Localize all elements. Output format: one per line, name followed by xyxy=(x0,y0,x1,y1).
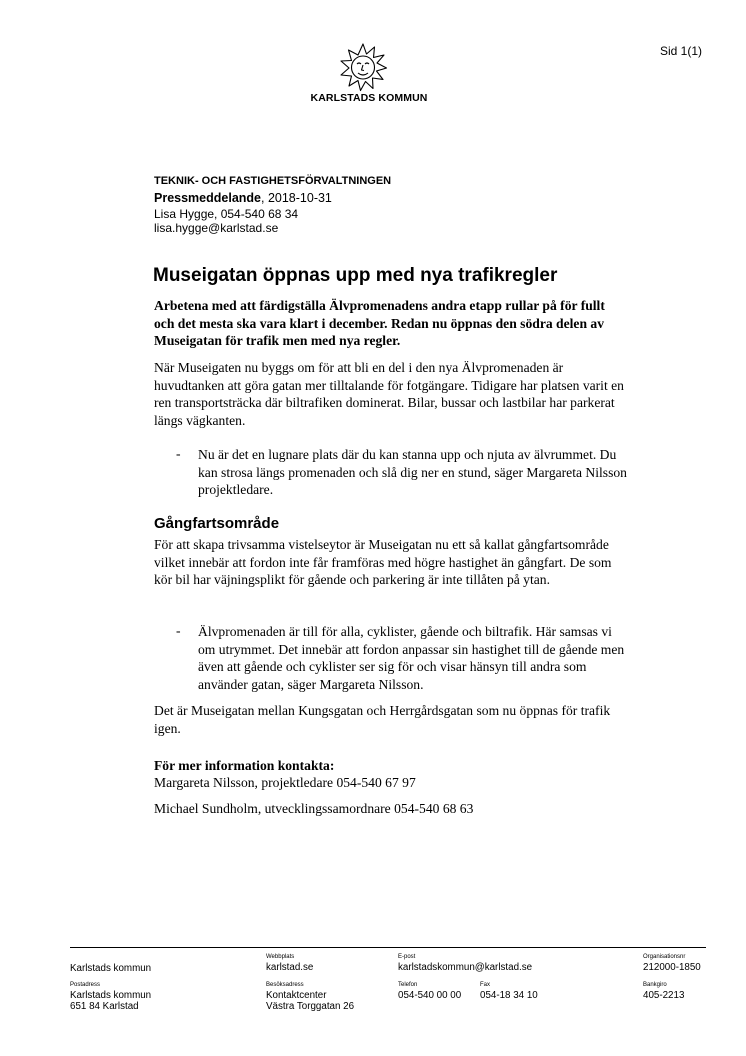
footer-phone-label: Telefon xyxy=(398,982,418,988)
logo-wordmark: KARLSTADS KOMMUN xyxy=(310,92,428,104)
sun-icon xyxy=(338,42,388,92)
footer-orgnr-value: 212000-1850 xyxy=(643,962,701,973)
footer-postal-line-1: Karlstads kommun xyxy=(70,990,152,1001)
department-name: TEKNIK- OCH FASTIGHETSFÖRVALTNINGEN xyxy=(154,175,392,187)
section-heading: Gångfartsområde xyxy=(154,515,280,532)
footer-bankgiro-value: 405-2213 xyxy=(643,990,685,1001)
more-info-contact-1: Margareta Nilsson, projektledare 054-540 67 97 xyxy=(154,775,416,790)
press-release-label: Pressmeddelande xyxy=(154,191,261,205)
paragraph-1: När Museigaten nu byggs om för att bli en del i den nya Älvpromenaden är huvudtanken att göra gatan mer tilltalande för fotgängare. Tidigare har platsen varit en ren transportsträcka där biltrafiken dominerat. Bilar, bussar och lastbilar har parkerat längs vägkanten. xyxy=(154,360,624,428)
more-info-contact-2: Michael Sundholm, utvecklingssamordnare 054-540 68 63 xyxy=(154,801,474,816)
contact-name-phone: Lisa Hygge, 054-540 68 34 xyxy=(154,207,299,221)
footer-visit-line-2: Västra Torggatan 26 xyxy=(266,1001,355,1012)
footer-web-value: karlstad.se xyxy=(266,962,314,973)
footer-postal-label: Postadress xyxy=(70,982,101,988)
paragraph-3: Det är Museigatan mellan Kungsgatan och Herrgårdsgatan som nu öppnas för trafik igen. xyxy=(154,703,611,736)
footer-visit-line-1: Kontaktcenter xyxy=(266,990,327,1001)
quote-2: Älvpromenaden är till för alla, cyklister, gående och biltrafik. Här samsas vi om utrymmet. Det innebär att fordon anpassar sin hastighet till de gående men även att gående och cyklister ser sig för och visar hänsyn till andra som använder gatan, säger Margareta Nilsson. xyxy=(198,624,625,692)
footer-fax-label: Fax xyxy=(480,982,491,988)
article-lead: Arbetena med att färdigställa Älvpromenadens andra etapp rullar på för fullt och det mesta ska vara klart i december. Redan nu öppnas den södra delen av Museigatan för trafik men med nya regler. xyxy=(154,298,605,349)
quote-dash: - xyxy=(176,446,181,461)
contact-email: lisa.hygge@karlstad.se xyxy=(154,221,279,235)
footer-orgnr-label: Organisationsnr xyxy=(643,954,686,960)
footer-fax-value: 054-18 34 10 xyxy=(480,990,538,1001)
more-info-title: För mer information kontakta: xyxy=(154,758,335,773)
footer-visit-label: Besöksadress xyxy=(266,982,304,988)
page-number: Sid 1(1) xyxy=(660,44,703,58)
footer-bankgiro-label: Bankgiro xyxy=(643,982,667,988)
quote-dash: - xyxy=(176,623,181,638)
article-headline: Museigatan öppnas upp med nya trafikregler xyxy=(153,265,558,286)
footer-email-label: E-post xyxy=(398,954,416,960)
press-release-date: , 2018-10-31 xyxy=(261,191,332,205)
footer-org-name: Karlstads kommun xyxy=(70,963,152,974)
footer-phone-value: 054-540 00 00 xyxy=(398,990,462,1001)
footer-web-label: Webbplats xyxy=(266,954,295,960)
quote-1: Nu är det en lugnare plats där du kan stanna upp och njuta av älvrummet. Du kan strosa längs promenaden och slå dig ner en stund, säger Margareta Nilsson projektledare. xyxy=(198,447,627,498)
press-release-line xyxy=(154,191,332,205)
footer-postal-line-2: 651 84 Karlstad xyxy=(70,1001,139,1012)
footer-email-value: karlstadskommun@karlstad.se xyxy=(398,962,533,973)
footer-divider xyxy=(70,947,706,948)
paragraph-2: För att skapa trivsamma vistelseytor är Museigatan nu ett så kallat gångfartsområde vilket innebär att fordon inte får framföras med högre hastighet än gångfart. De som kör bil har väjningsplikt för gående och parkering är inte tillåten på ytan. xyxy=(154,537,612,588)
